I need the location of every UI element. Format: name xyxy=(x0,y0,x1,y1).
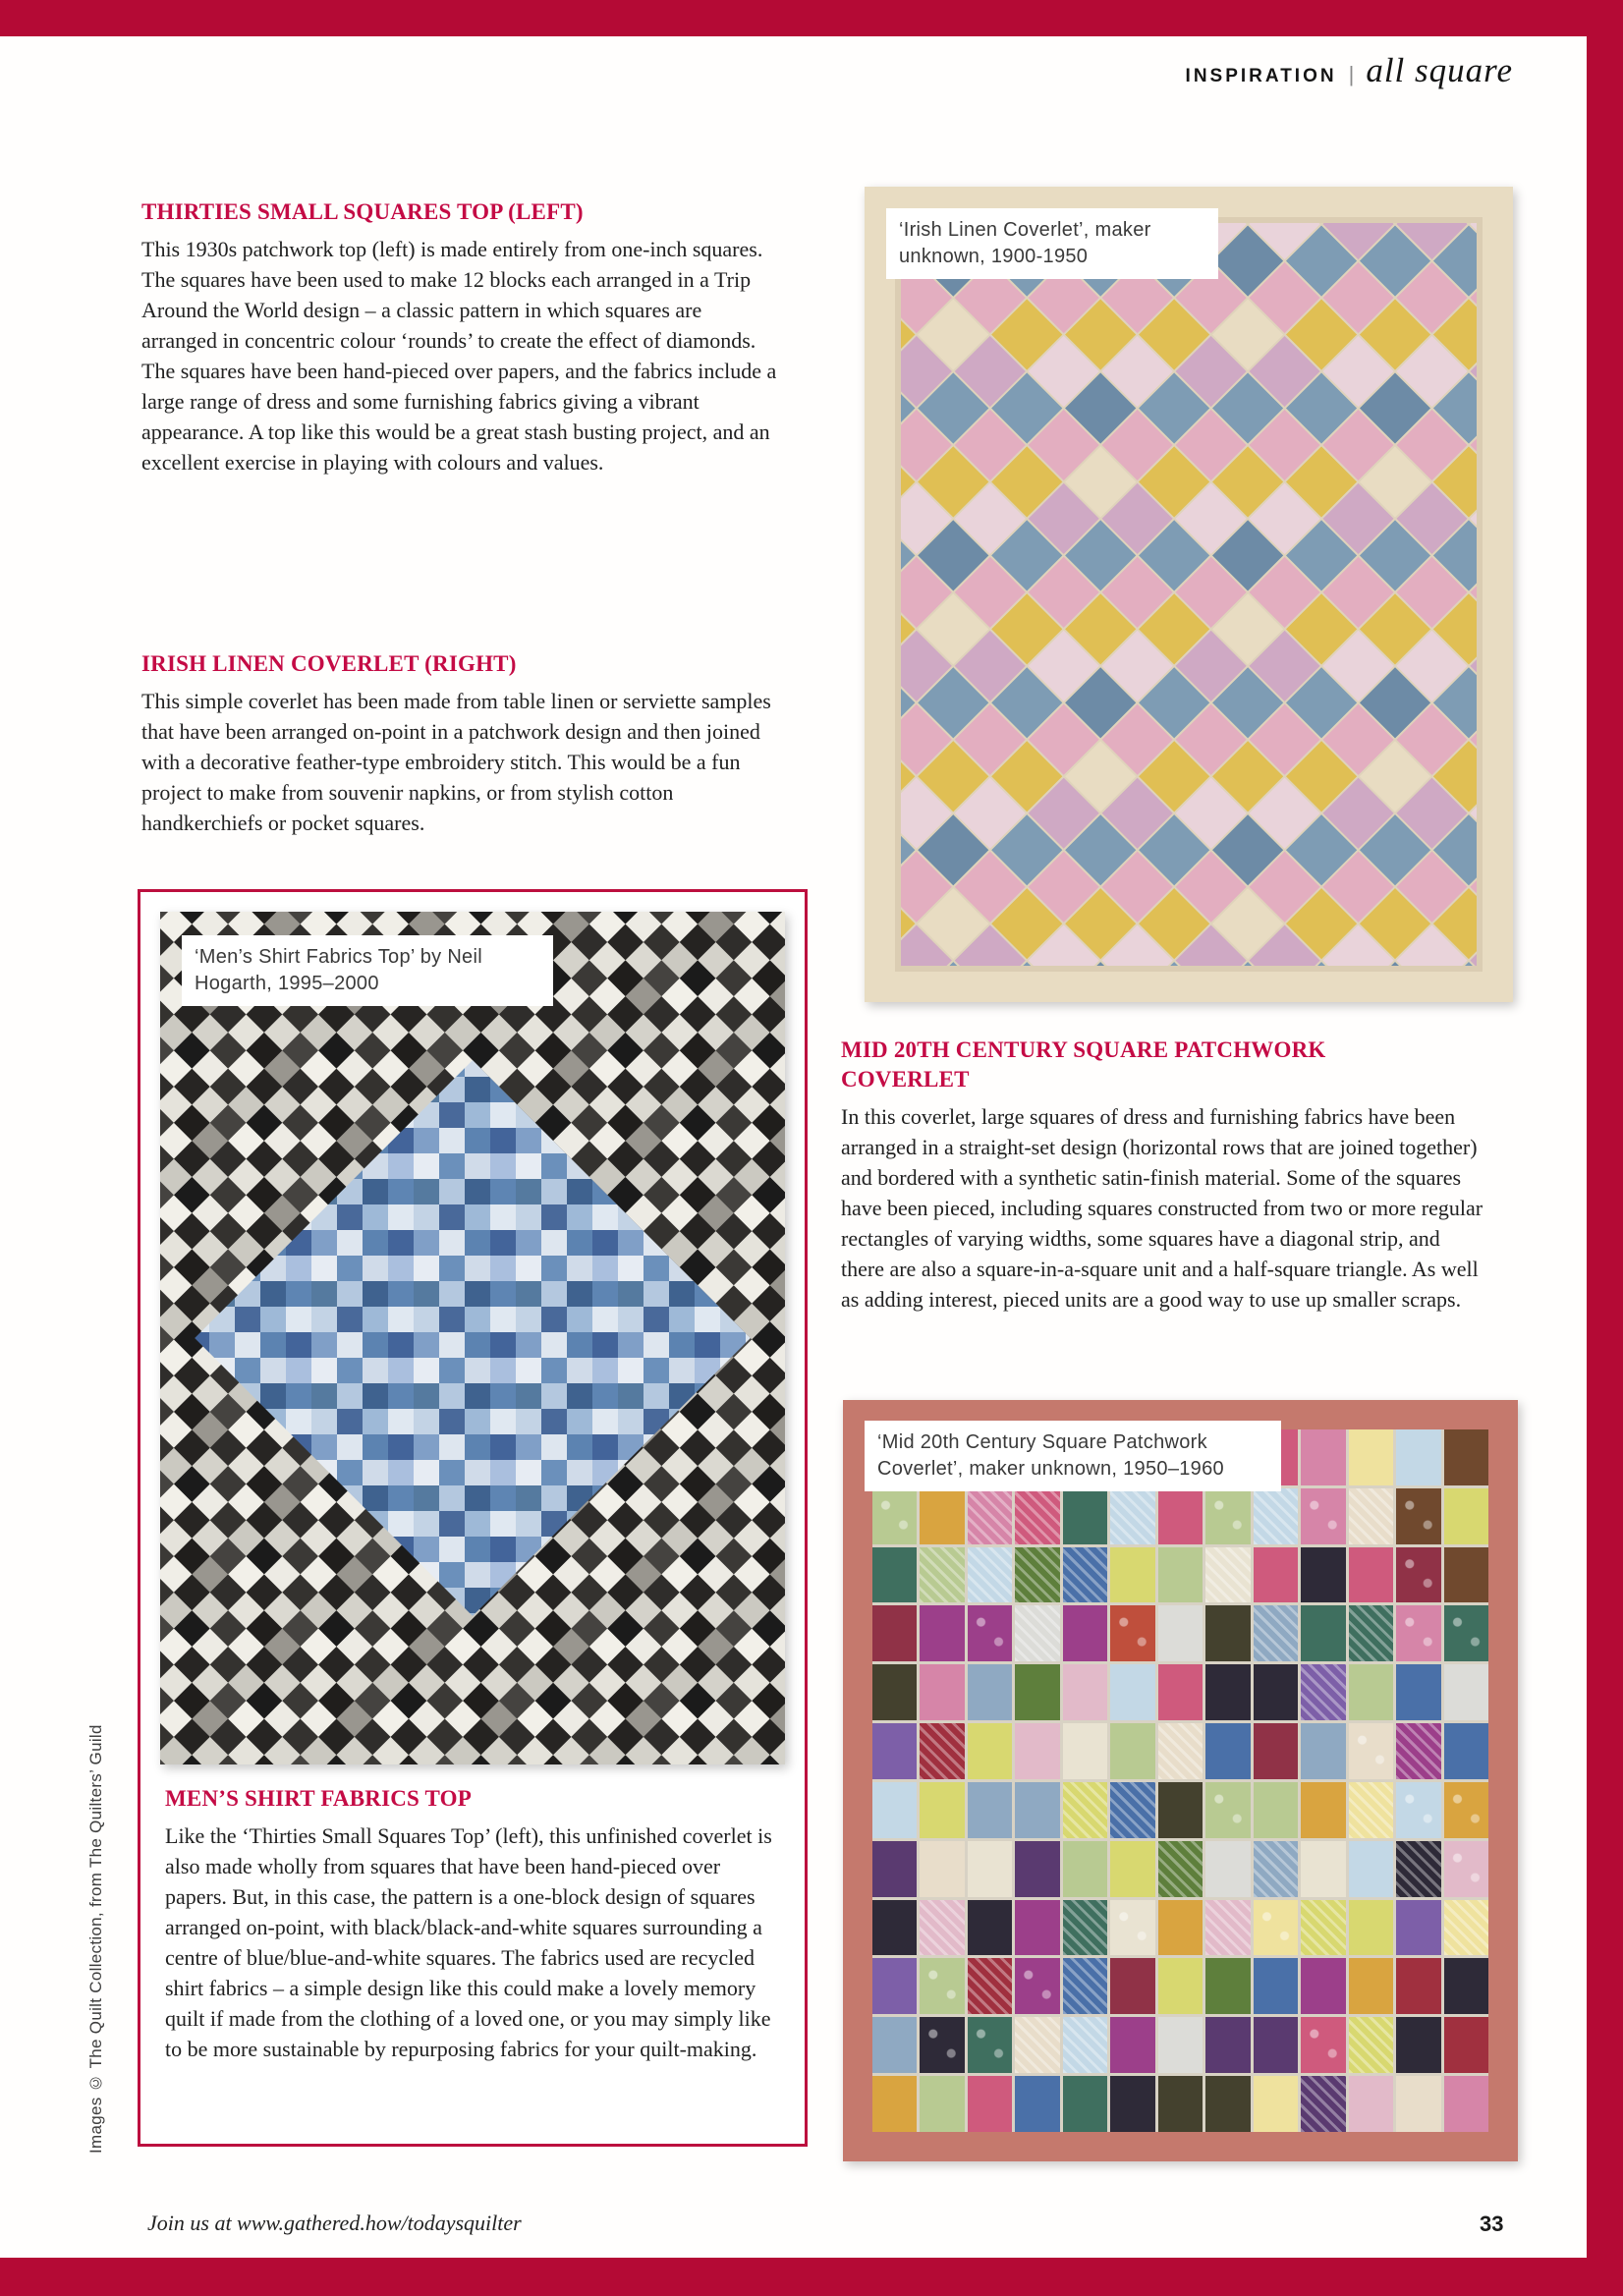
quilt-square xyxy=(1254,1547,1298,1603)
quilt-square xyxy=(920,1664,964,1720)
quilt-square xyxy=(1301,1900,1345,1956)
quilt-square xyxy=(1301,1782,1345,1838)
quilt-square xyxy=(1158,1605,1203,1661)
quilt-square xyxy=(872,1782,917,1838)
quilt-square xyxy=(1396,1841,1440,1897)
quilt-square xyxy=(1015,2017,1059,2073)
quilt-square xyxy=(1110,2076,1154,2132)
page-number: 33 xyxy=(1480,2212,1504,2236)
quilt-square xyxy=(1301,1488,1345,1544)
quilt-square xyxy=(1015,2076,1059,2132)
quilt-square xyxy=(1158,1841,1203,1897)
image-credit-vertical: Images © The Quilt Collection, from The Quilters’ Guild xyxy=(86,1724,105,2154)
quilt-square xyxy=(1254,1723,1298,1779)
quilt-square xyxy=(968,1782,1012,1838)
quilt-square xyxy=(1254,2017,1298,2073)
quilt-square xyxy=(1205,1958,1250,2014)
quilt-square xyxy=(968,1664,1012,1720)
quilt-square xyxy=(1063,1664,1107,1720)
quilt-square xyxy=(1158,1488,1203,1544)
quilt-square xyxy=(1301,1723,1345,1779)
quilt-square xyxy=(1301,1429,1345,1485)
irish-linen-quilt-graphic xyxy=(865,187,1513,1002)
quilt-square xyxy=(872,1547,917,1603)
quilt-square xyxy=(1158,2076,1203,2132)
section-kicker: INSPIRATION xyxy=(1185,66,1337,86)
quilt-square xyxy=(920,2076,964,2132)
quilt-square xyxy=(1063,1723,1107,1779)
quilt-square xyxy=(1205,2076,1250,2132)
mid-century-quilt-photo xyxy=(843,1400,1518,2161)
quilt-square xyxy=(1444,2076,1488,2132)
article-mid-century xyxy=(841,1036,1487,1315)
quilt-square xyxy=(1205,1664,1250,1720)
quilt-square xyxy=(1301,2076,1345,2132)
quilt-square xyxy=(1444,1958,1488,2014)
quilt-square xyxy=(968,2076,1012,2132)
quilt-square xyxy=(920,1605,964,1661)
quilt-square xyxy=(968,1900,1012,1956)
quilt-square xyxy=(1205,1723,1250,1779)
quilt-square xyxy=(1063,1841,1107,1897)
quilt-square xyxy=(1015,1488,1059,1544)
irish-linen-quilt-photo xyxy=(865,187,1513,1002)
quilt-square xyxy=(1110,2017,1154,2073)
quilt-square xyxy=(968,1547,1012,1603)
top-red-bar xyxy=(0,0,1623,36)
quilt-square xyxy=(1158,1782,1203,1838)
quilt-square xyxy=(1301,1958,1345,2014)
quilt-square xyxy=(1444,1782,1488,1838)
quilt-square xyxy=(1444,1605,1488,1661)
quilt-square xyxy=(1110,1605,1154,1661)
quilt-square xyxy=(1444,1900,1488,1956)
article-irish-linen xyxy=(141,649,778,838)
quilt-square xyxy=(968,1958,1012,2014)
article-body: In this coverlet, large squares of dress and furnishing fabrics have been arranged in a straight-set design (horizontal rows that are joined together) and bordered with a synthetic satin-finish material. Some of the squares have been pieced, including squares constructed from two or more regular rectangles of varying widths, some squares have a diagonal strip, and there are also a square-in-a-square unit and a half-square triangle. As well as adding interest, pieced units are a good way to use up smaller scraps. xyxy=(841,1104,1483,1312)
quilt-square xyxy=(1110,1723,1154,1779)
quilt-square xyxy=(1015,1841,1059,1897)
quilt-square xyxy=(1396,1900,1440,1956)
quilt-square xyxy=(1444,1429,1488,1485)
mid-century-grid xyxy=(872,1429,1488,2132)
article-thirties-small-squares xyxy=(141,197,778,477)
quilt-square xyxy=(1205,1605,1250,1661)
quilt-square xyxy=(1063,1605,1107,1661)
quilt-square xyxy=(872,1605,917,1661)
quilt-square xyxy=(1254,2076,1298,2132)
quilt-square xyxy=(872,1900,917,1956)
quilt-square xyxy=(1301,1664,1345,1720)
quilt-square xyxy=(872,1664,917,1720)
quilt-square xyxy=(1158,1664,1203,1720)
quilt-square xyxy=(1158,1900,1203,1956)
quilt-square xyxy=(968,1723,1012,1779)
right-red-bar xyxy=(1587,0,1623,2296)
quilt-square xyxy=(1444,2017,1488,2073)
quilt-square xyxy=(1205,1900,1250,1956)
quilt-square xyxy=(1396,1429,1440,1485)
quilt-square xyxy=(1396,2017,1440,2073)
quilt-square xyxy=(1063,1900,1107,1956)
quilt-square xyxy=(1015,1723,1059,1779)
quilt-square xyxy=(1254,1841,1298,1897)
quilt-square xyxy=(1349,1841,1393,1897)
quilt-square xyxy=(1444,1488,1488,1544)
quilt-square xyxy=(920,1547,964,1603)
bottom-red-bar xyxy=(0,2258,1623,2296)
quilt-square xyxy=(1110,1664,1154,1720)
quilt-square xyxy=(968,1488,1012,1544)
quilt-square xyxy=(1110,1900,1154,1956)
quilt-square xyxy=(1254,1605,1298,1661)
quilt-square xyxy=(1349,2017,1393,2073)
article-heading: THIRTIES SMALL SQUARES TOP (LEFT) xyxy=(141,199,584,224)
quilt-square xyxy=(1349,1723,1393,1779)
quilt-square xyxy=(1444,1841,1488,1897)
quilt-square xyxy=(1158,1723,1203,1779)
quilt-square xyxy=(872,1488,917,1544)
quilt-square xyxy=(1063,1782,1107,1838)
quilt-square xyxy=(1110,1488,1154,1544)
quilt-square xyxy=(872,1958,917,2014)
mid-century-caption: ‘Mid 20th Century Square Patchwork Coverlet’, maker unknown, 1950–1960 xyxy=(865,1421,1281,1491)
feature-title: all square xyxy=(1366,51,1513,89)
quilt-square xyxy=(1015,1605,1059,1661)
quilt-square xyxy=(1110,1782,1154,1838)
article-mens-shirt xyxy=(165,1784,772,2064)
quilt-square xyxy=(1349,1782,1393,1838)
quilt-square xyxy=(1063,1488,1107,1544)
quilt-square xyxy=(1444,1723,1488,1779)
quilt-square xyxy=(1396,2076,1440,2132)
quilt-square xyxy=(1396,1547,1440,1603)
quilt-square xyxy=(920,1488,964,1544)
quilt-square xyxy=(920,1723,964,1779)
quilt-square xyxy=(1110,1841,1154,1897)
quilt-square xyxy=(1015,1900,1059,1956)
quilt-square xyxy=(1205,1782,1250,1838)
quilt-square xyxy=(1254,1782,1298,1838)
header-divider: | xyxy=(1348,62,1355,86)
irish-linen-caption: ‘Irish Linen Coverlet’, maker unknown, 1900-1950 xyxy=(886,208,1218,279)
article-heading: MEN’S SHIRT FABRICS TOP xyxy=(165,1786,473,1811)
quilt-square xyxy=(1349,1900,1393,1956)
quilt-square xyxy=(920,1900,964,1956)
quilt-square xyxy=(1063,2076,1107,2132)
quilt-square xyxy=(920,2017,964,2073)
quilt-square xyxy=(872,1723,917,1779)
quilt-square xyxy=(1205,1488,1250,1544)
quilt-square xyxy=(1444,1664,1488,1720)
quilt-square xyxy=(1110,1958,1154,2014)
quilt-square xyxy=(1063,2017,1107,2073)
quilt-square xyxy=(1349,1958,1393,2014)
quilt-square xyxy=(1015,1664,1059,1720)
quilt-square xyxy=(968,2017,1012,2073)
mens-shirt-quilt-graphic xyxy=(160,912,785,1764)
quilt-square xyxy=(872,1841,917,1897)
quilt-square xyxy=(1205,1547,1250,1603)
article-body: Like the ‘Thirties Small Squares Top’ (left), this unfinished coverlet is also made wholly from squares that have been hand-pieced over papers. But, in this case, the pattern is a one-block design of squares arranged on-point, with black/black-and-white squares surrounding a centre of blue/blue-and-white squares. The fabrics used are recycled shirt fabrics – a simple design like this could make a lovely memory quilt if made from the clothing of a loved one, or you may simply like to be more sustainable by repurposing fabrics for your quilt-making. xyxy=(165,1823,772,2061)
quilt-square xyxy=(1349,2076,1393,2132)
article-heading: IRISH LINEN COVERLET (RIGHT) xyxy=(141,651,517,676)
quilt-square xyxy=(1301,1841,1345,1897)
quilt-square xyxy=(1205,2017,1250,2073)
quilt-square xyxy=(872,2076,917,2132)
quilt-square xyxy=(1396,1782,1440,1838)
quilt-square xyxy=(1254,1488,1298,1544)
quilt-square xyxy=(1158,1958,1203,2014)
quilt-square xyxy=(1349,1488,1393,1544)
quilt-square xyxy=(968,1605,1012,1661)
quilt-square xyxy=(920,1782,964,1838)
quilt-square xyxy=(1110,1547,1154,1603)
quilt-square xyxy=(1396,1723,1440,1779)
quilt-square xyxy=(1349,1664,1393,1720)
quilt-square xyxy=(1396,1488,1440,1544)
quilt-square xyxy=(1396,1664,1440,1720)
article-body: This simple coverlet has been made from table linen or serviette samples that have been arranged on-point in a patchwork design and then joined with a decorative feather-type embroidery stitch. This would be a fun project to make from souvenir napkins, or from stylish cotton handkerchiefs or pocket squares. xyxy=(141,689,771,835)
mens-shirt-caption: ‘Men’s Shirt Fabrics Top’ by Neil Hogarth, 1995–2000 xyxy=(182,935,553,1006)
mens-shirt-quilt-photo xyxy=(160,912,785,1764)
footer-join-url: Join us at www.gathered.how/todaysquilter xyxy=(147,2211,522,2235)
quilt-square xyxy=(1396,1605,1440,1661)
quilt-square xyxy=(1254,1900,1298,1956)
article-body: This 1930s patchwork top (left) is made entirely from one-inch squares. The squares have been used to make 12 blocks each arranged in a Trip Around the World design – a classic pattern in which squares are arranged in concentric colour ‘rounds’ to create the effect of diamonds. The squares have been hand-pieced over papers, and the fabrics include a large range of dress and some furnishing fabrics giving a vibrant appearance. A top like this would be a great stash busting project, and an excellent exercise in playing with colours and values. xyxy=(141,237,777,475)
quilt-square xyxy=(872,2017,917,2073)
quilt-square xyxy=(968,1841,1012,1897)
quilt-square xyxy=(1349,1547,1393,1603)
quilt-square xyxy=(1015,1547,1059,1603)
quilt-square xyxy=(1301,1605,1345,1661)
article-heading: MID 20TH CENTURY SQUARE PATCHWORK COVERLET xyxy=(841,1037,1326,1092)
quilt-square xyxy=(1396,1958,1440,2014)
running-header xyxy=(1186,51,1513,90)
quilt-square xyxy=(1301,2017,1345,2073)
quilt-square xyxy=(1158,2017,1203,2073)
quilt-square xyxy=(1254,1958,1298,2014)
quilt-square xyxy=(1444,1547,1488,1603)
quilt-square xyxy=(1063,1958,1107,2014)
quilt-square xyxy=(1349,1429,1393,1485)
quilt-square xyxy=(920,1841,964,1897)
quilt-square xyxy=(1205,1841,1250,1897)
quilt-square xyxy=(1015,1782,1059,1838)
quilt-square xyxy=(1349,1605,1393,1661)
quilt-square xyxy=(1301,1547,1345,1603)
quilt-square xyxy=(1015,1958,1059,2014)
quilt-square xyxy=(920,1958,964,2014)
quilt-square xyxy=(1254,1664,1298,1720)
quilt-square xyxy=(1063,1547,1107,1603)
quilt-square xyxy=(1158,1547,1203,1603)
